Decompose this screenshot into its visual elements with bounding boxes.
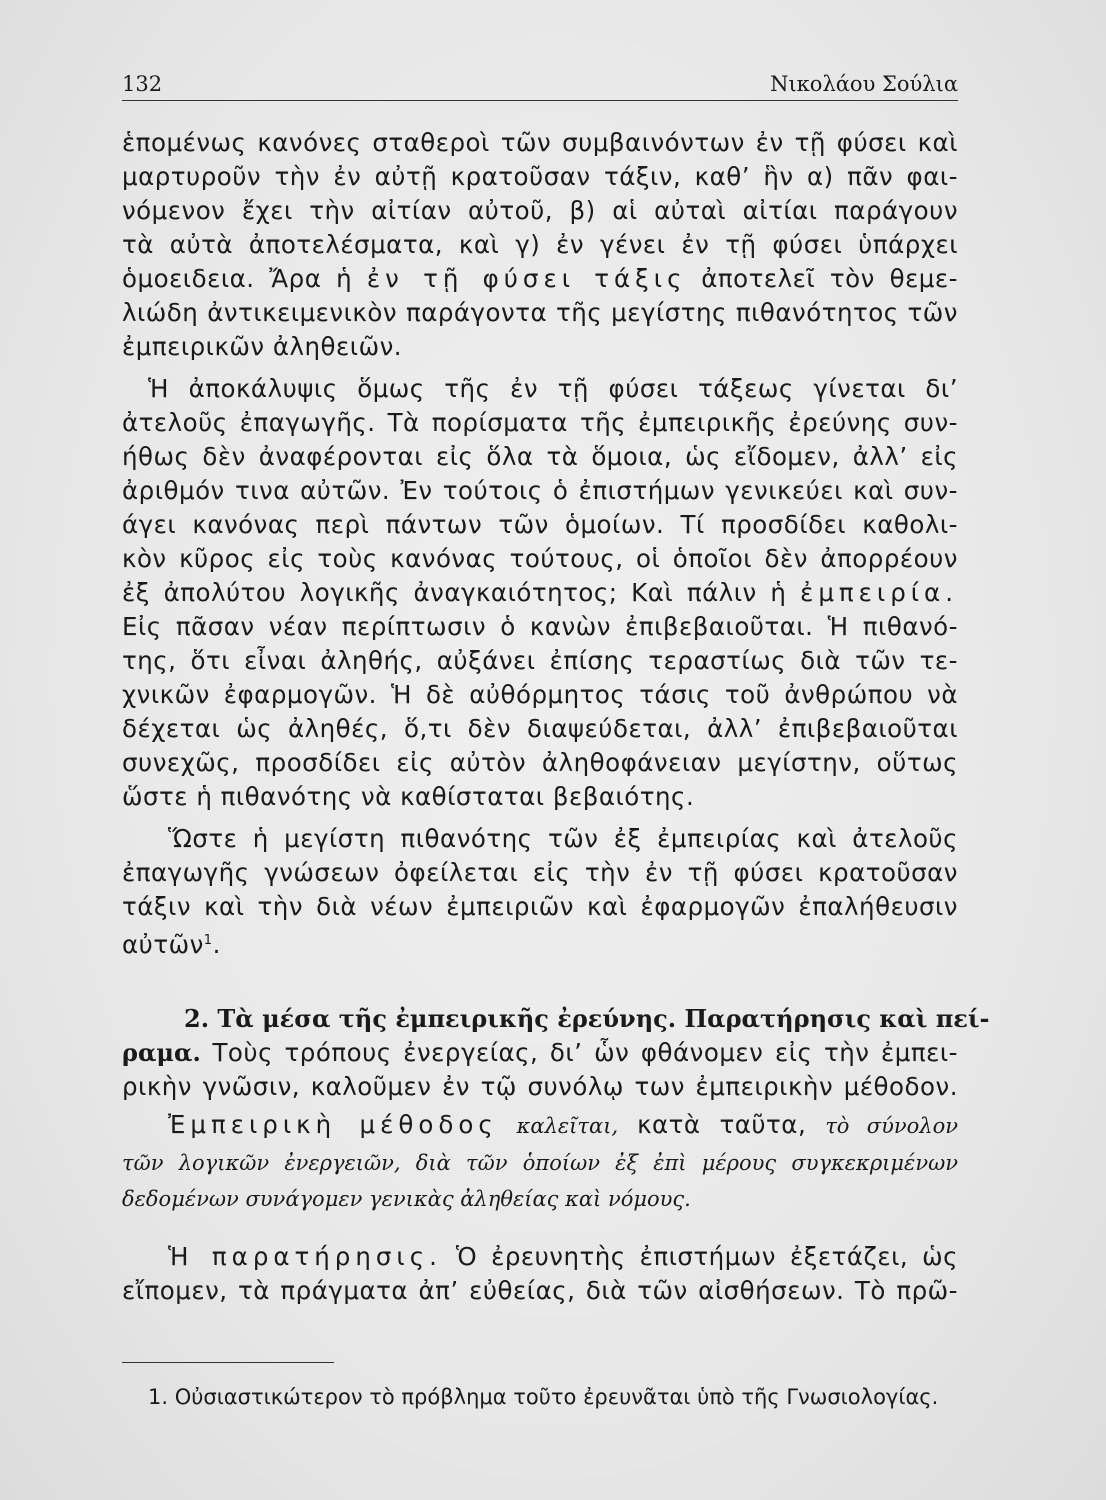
text-line: μαρτυροῦν τὴν ἐν αὐτῇ κρατοῦσαν τάξιν, καθ’ ἣν α) πᾶν φαι- [122,162,958,191]
text-run: ὁμοειδεια. Ἄρα ἡ [122,264,353,293]
definition-line: τῶν λογικῶν ἐνεργειῶν, διὰ τῶν ὁποίων ἐξ ἐπὶ μέρους συγκεκριμένων [122,1151,958,1175]
spaced-emphasis: Ἡ παρατήρησις. [168,1242,442,1271]
page-number: 132 [122,72,163,96]
text-line [122,1036,958,1070]
text-run: . [212,930,221,960]
spaced-emphasis: ἐμπειρία. [800,578,958,607]
text-line: εἴπομεν, τὰ πράγματα ἀπ’ εὐθείας, διὰ τῶν αἰσθήσεων. Τὸ πρῶ- [122,1276,958,1305]
footnote-ref: 1 [203,933,213,948]
text-line [122,924,958,958]
italic-text: τὸ σύνολον [825,1114,958,1138]
text-line: άγει κανόνας περὶ πάντων τῶν ὁμοίων. Τί προσδίδει καθολι- [122,510,958,539]
text-line: ὥστε ἡ πιθανότης νὰ καθίσταται βεβαιότης. [122,782,695,811]
definition-line [168,1108,958,1142]
footnote-rule [122,1362,334,1363]
footnote: 1. Οὐσιαστικώτερον τὸ πρόβλημα τοῦτο ἐρευνᾶται ὑπὸ τῆς Γνωσιολογίας. [148,1385,939,1409]
heading-text: ραμα. [122,1038,201,1067]
definition-line: δεδομένων συνάγομεν γενικὰς ἀληθείας καὶ νόμους. [122,1187,691,1211]
header-rule [122,100,958,101]
spaced-emphasis: Ἐμπειρικὴ μέθοδος [168,1110,498,1139]
spaced-emphasis: ἐν τῇ φύσει τάξις [366,264,687,293]
text-line: ἀριθμόν τινα αὐτῶν. Ἐν τούτοις ὁ ἐπιστήμων γενικεύει καὶ συν- [122,476,958,505]
text-line: χνικῶν ἐφαρμογῶν. Ἡ δὲ αὐθόρμητος τάσις τοῦ ἀνθρώπου νὰ [122,680,958,709]
italic-text: καλεῖται, [516,1114,619,1138]
text-line: ἑπομένως κανόνες σταθεροὶ τῶν συμβαινόντων ἐν τῇ φύσει καὶ [122,128,958,157]
text-line [122,576,958,610]
text-line: ήθως δὲν ἀναφέρονται εἰς ὅλα τὰ ὅμοια, ὡς εἴδομεν, ἀλλ’ εἰς [122,442,958,471]
text-line: ρικὴν γνῶσιν, καλοῦμεν ἐν τῷ συνόλῳ των ἐμπειρικὴν μέθοδον. [122,1072,958,1101]
text-line: νόμενον ἔχει τὴν αἰτίαν αὐτοῦ, β) αἱ αὐταὶ αἰτίαι παράγουν [122,196,958,225]
heading-text: 2. Τὰ μέσα τῆς ἐμπειρικῆς ἐρεύνης. Παρατήρησις καὶ πεί- [184,1004,990,1033]
text-line: λιώδη ἀντικειμενικὸν παράγοντα τῆς μεγίστης πιθανότητος τῶν [122,298,958,327]
text-run: κατὰ ταῦτα, [637,1110,807,1139]
text-line: τάξιν καὶ τὴν διὰ νέων ἐμπειριῶν καὶ ἐφαρμογῶν ἐπαλήθευσιν [122,892,958,921]
text-line: τὰ αὐτὰ ἀποτελέσματα, καὶ γ) ἐν γένει ἐν τῇ φύσει ὑπάρχει [122,230,958,259]
text-line [122,262,958,296]
text-line [168,1240,958,1274]
text-line: κὸν κῦρος εἰς τοὺς κανόνας τούτους, οἱ ὁποῖοι δὲν ἀπορρέουν [122,544,958,573]
text-line: Εἰς πᾶσαν νέαν περίπτωσιν ὁ κανὼν ἐπιβεβαιοῦται. Ἡ πιθανό- [122,612,958,641]
text-line: ἀτελοῦς ἐπαγωγῆς. Τὰ πορίσματα τῆς ἐμπειρικῆς ἐρεύνης συν- [122,408,958,437]
text-run: αὐτῶν [122,930,204,960]
text-run: ἀποτελεῖ τὸν θεμε- [701,264,958,293]
text-run: ἐξ ἀπολύτου λογικῆς ἀναγκαιότητος; Καὶ πάλιν ἡ [122,578,787,607]
text-run: Τοὺς τρόπους ἐνεργείας, δι’ ὧν φθάνομεν εἰς τὴν ἐμπει- [212,1038,958,1067]
text-line: Ὥστε ἡ μεγίστη πιθανότης τῶν ἐξ ἐμπειρίας καὶ ἀτελοῦς [168,824,958,853]
text-run: Ὁ ἐρευνητὴς ἐπιστήμων ἐξετάζει, ὡς [455,1242,958,1271]
text-line: Ἡ ἀποκάλυψις ὅμως τῆς ἐν τῇ φύσει τάξεως γίνεται δι’ [148,374,958,403]
text-line: δέχεται ὡς ἀληθές, ὅ,τι δὲν διαψεύδεται, ἀλλ’ ἐπιβεβαιοῦται [122,714,958,743]
text-line: της, ὅτι εἶναι ἀληθής, αὐξάνει ἐπίσης τεραστίως διὰ τῶν τε- [122,646,958,675]
text-line: ἐμπειρικῶν ἀληθειῶν. [122,332,403,361]
section-heading [184,1002,990,1036]
text-line: ἐπαγωγῆς γνώσεων ὀφείλεται εἰς τὴν ἐν τῇ φύσει κρατοῦσαν [122,858,958,887]
text-line: συνεχῶς, προσδίδει εἰς αὐτὸν ἀληθοφάνειαν μεγίστην, οὕτως [122,748,958,777]
running-header [122,72,958,102]
running-title: Νικολάου Σούλια [770,72,958,96]
